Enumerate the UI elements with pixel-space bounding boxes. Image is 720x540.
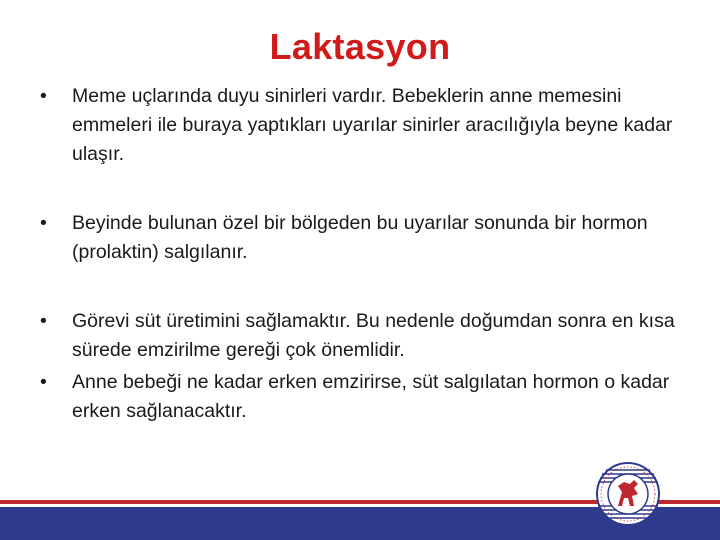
bullet-item (38, 82, 688, 169)
bullet-dot: • (40, 212, 47, 234)
bullet-item (38, 307, 688, 365)
bullet-text: Anne bebeği ne kadar erken emzirirse, süt salgılatan hormon o kadar erken sağlanacaktır. (72, 371, 670, 422)
bullet-dot: • (40, 371, 47, 393)
bullet-dot: • (40, 85, 47, 107)
bullet-text: Beyinde bulunan özel bir bölgeden bu uyarılar sonunda bir hormon (prolaktin) salgılanır. (72, 212, 648, 263)
bullet-item (38, 209, 688, 267)
slide-title: Laktasyon (269, 26, 451, 67)
bullet-item (38, 368, 688, 426)
bullet-dot: • (40, 310, 47, 332)
bullet-text: Görevi süt üretimini sağlamaktır. Bu nedenle doğumdan sonra en kısa sürede emzirilme gereği çok önemlidir. (72, 310, 675, 361)
bullet-text: Meme uçlarında duyu sinirleri vardır. Bebeklerin anne memesini emmeleri ile buraya yaptıkları uyarılar sinirler aracılığıyla beyne kadar ulaşır. (72, 85, 673, 165)
university-seal-icon (596, 462, 660, 526)
